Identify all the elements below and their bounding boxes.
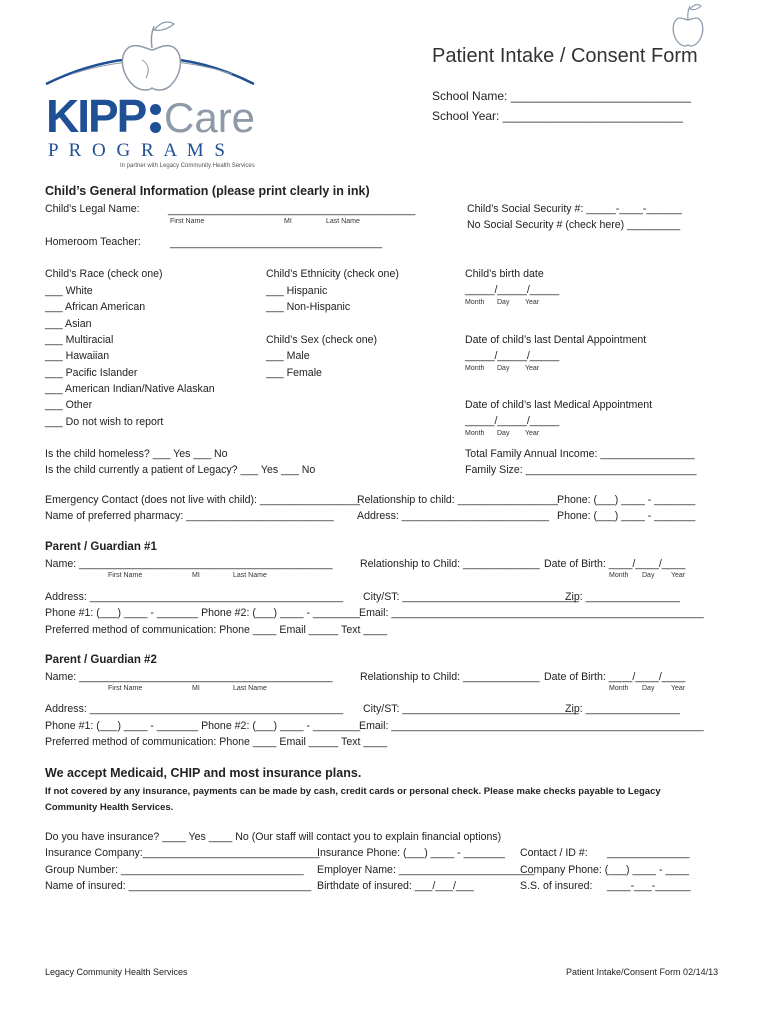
emergency-contact-field[interactable]: Emergency Contact (does not live with child): _________________: [45, 494, 361, 506]
sex-option[interactable]: ___ Male: [266, 350, 310, 362]
guardian2-contact-preference[interactable]: Preferred method of communication: Phone ____ Email _____ Text ____: [45, 736, 387, 748]
guardian1-heading: Parent / Guardian #1: [45, 541, 157, 553]
footer-left: Legacy Community Health Services: [45, 967, 188, 977]
homeless-question[interactable]: Is the child homeless? ___ Yes ___ No: [45, 448, 228, 460]
guardian1-name-field[interactable]: Name: ___________________________________________: [45, 558, 333, 570]
company-phone-field[interactable]: Company Phone: (___) ____ - ____: [520, 864, 690, 876]
school-year-field[interactable]: School Year: ___________________________: [432, 109, 683, 123]
child-legal-name-label: Child’s Legal Name:: [45, 203, 140, 215]
guardian2-relationship-field[interactable]: Relationship to Child: _____________: [360, 671, 540, 683]
sub-last-name: Last Name: [233, 685, 267, 692]
family-size-field[interactable]: Family Size: _____________________________: [465, 464, 697, 476]
race-heading: Child’s Race (check one): [45, 268, 163, 280]
sub-day: Day: [642, 572, 655, 579]
legacy-patient-question[interactable]: Is the child currently a patient of Legacy? ___ Yes ___ No: [45, 464, 316, 476]
sub-first-name: First Name: [108, 572, 143, 579]
sub-mi: MI: [192, 685, 200, 692]
insurance-note-line2: Community Health Services.: [45, 802, 174, 813]
sub-day: Day: [642, 685, 655, 692]
sub-month: Month: [609, 685, 629, 692]
sub-month: Month: [465, 365, 485, 372]
insured-ss-label: S.S. of insured:: [520, 880, 593, 892]
insured-ss-field[interactable]: ____-___-______: [607, 880, 691, 892]
sub-month: Month: [609, 572, 629, 579]
logo-care-text: Care: [164, 94, 256, 141]
guardian2-address-field[interactable]: Address: ___________________________________________: [45, 703, 344, 715]
form-title: Patient Intake / Consent Form: [432, 45, 698, 67]
guardian2-name-field[interactable]: Name: ___________________________________________: [45, 671, 333, 683]
sex-heading: Child’s Sex (check one): [266, 334, 378, 346]
guardian1-contact-preference[interactable]: Preferred method of communication: Phone ____ Email _____ Text ____: [45, 624, 387, 636]
sub-month: Month: [465, 430, 485, 437]
employer-name-field[interactable]: Employer Name: _______________________: [317, 864, 535, 876]
child-info-heading: Child’s General Information (please print clearly in ink): [45, 184, 370, 198]
sub-month: Month: [465, 299, 485, 306]
sub-day: Day: [497, 299, 510, 306]
sub-mi: MI: [192, 572, 200, 579]
pharmacy-phone-field[interactable]: Phone: (___) ____ - _______: [557, 510, 696, 522]
logo-kipp-text: KIPP: [46, 90, 146, 142]
race-option[interactable]: ___ Do not wish to report: [45, 416, 164, 428]
sub-year: Year: [525, 299, 540, 306]
sub-last-name: Last Name: [233, 572, 267, 579]
ethnicity-option[interactable]: ___ Hispanic: [266, 285, 328, 297]
race-option[interactable]: ___ White: [45, 285, 93, 297]
contact-id-field[interactable]: ______________: [607, 847, 690, 859]
birth-date-field[interactable]: _____/_____/_____: [465, 284, 560, 296]
insurance-company-field[interactable]: Insurance Company:______________________________: [45, 847, 320, 859]
guardian2-phones-field[interactable]: Phone #1: (___) ____ - _______ Phone #2: (___) ____ - ________: [45, 720, 361, 732]
race-option[interactable]: ___ Other: [45, 399, 93, 411]
insurance-note-line1: If not covered by any insurance, payments can be made by cash, credit cards or personal check. Please make checks payable to Legacy: [45, 786, 661, 797]
logo-colon-mark: [150, 104, 162, 134]
insured-name-field[interactable]: Name of insured: _______________________________: [45, 880, 312, 892]
sub-first-name: First Name: [170, 218, 205, 225]
sub-mi: MI: [284, 218, 292, 225]
dental-date-field[interactable]: _____/_____/_____: [465, 350, 560, 362]
homeroom-teacher-label: Homeroom Teacher:: [45, 236, 141, 248]
guardian1-zip-field[interactable]: Zip: ________________: [565, 591, 680, 603]
guardian2-heading: Parent / Guardian #2: [45, 654, 157, 666]
dental-date-label: Date of child’s last Dental Appointment: [465, 334, 647, 346]
sub-year: Year: [671, 685, 686, 692]
footer-right: Patient Intake/Consent Form 02/14/13: [566, 967, 719, 977]
race-option[interactable]: ___ American Indian/Native Alaskan: [45, 383, 215, 395]
logo-programs-text: P R O G R A M S: [48, 140, 228, 161]
race-option[interactable]: ___ Asian: [45, 318, 92, 330]
school-name-field[interactable]: School Name: ___________________________: [432, 89, 691, 103]
apple-arc-graphic: [42, 12, 272, 92]
sub-year: Year: [671, 572, 686, 579]
group-number-field[interactable]: Group Number: _______________________________: [45, 864, 304, 876]
emergency-phone-field[interactable]: Phone: (___) ____ - _______: [557, 494, 696, 506]
child-ssn-field[interactable]: Child’s Social Security #: _____-____-______: [467, 203, 682, 215]
insurance-heading: We accept Medicaid, CHIP and most insurance plans.: [45, 766, 362, 780]
sub-year: Year: [525, 430, 540, 437]
child-legal-name-field[interactable]: __________________________________________: [168, 204, 416, 216]
sex-option[interactable]: ___ Female: [266, 367, 322, 379]
sub-day: Day: [497, 365, 510, 372]
insured-birthdate-field[interactable]: Birthdate of insured: ___/___/___: [317, 880, 474, 892]
guardian1-address-field[interactable]: Address: ___________________________________________: [45, 591, 344, 603]
have-insurance-question[interactable]: Do you have insurance? ____ Yes ____ No (Our staff will contact you to explain financial options): [45, 831, 502, 843]
guardian1-relationship-field[interactable]: Relationship to Child: _____________: [360, 558, 540, 570]
medical-date-field[interactable]: _____/_____/_____: [465, 415, 560, 427]
contact-id-label: Contact / ID #:: [520, 847, 588, 859]
sub-year: Year: [525, 365, 540, 372]
family-income-field[interactable]: Total Family Annual Income: ________________: [465, 448, 695, 460]
homeroom-teacher-field[interactable]: ____________________________________: [170, 237, 383, 249]
insurance-phone-field[interactable]: Insurance Phone: (___) ____ - _______: [317, 847, 505, 859]
sub-last-name: Last Name: [326, 218, 360, 225]
guardian1-city-field[interactable]: City/ST: ______________________________: [363, 591, 580, 603]
medical-date-label: Date of child’s last Medical Appointment: [465, 399, 653, 411]
guardian2-email-field[interactable]: Email: _____________________________________________________: [359, 720, 704, 732]
guardian1-email-field[interactable]: Email: _____________________________________________________: [359, 607, 704, 619]
logo-partner-text: In partner with Legacy Community Health Services: [120, 163, 255, 169]
pharmacy-name-field[interactable]: Name of preferred pharmacy: _________________________: [45, 510, 334, 522]
race-option[interactable]: ___ Hawaiian: [45, 350, 110, 362]
race-option[interactable]: ___ African American: [45, 301, 146, 313]
sub-first-name: First Name: [108, 685, 143, 692]
guardian1-phones-field[interactable]: Phone #1: (___) ____ - _______ Phone #2: (___) ____ - ________: [45, 607, 361, 619]
guardian2-dob-field[interactable]: Date of Birth: ____/____/____: [544, 671, 686, 683]
apple-icon: [670, 2, 706, 48]
ethnicity-heading: Child’s Ethnicity (check one): [266, 268, 399, 280]
race-option[interactable]: ___ Pacific Islander: [45, 367, 138, 379]
guardian1-dob-field[interactable]: Date of Birth: ____/____/____: [544, 558, 686, 570]
sub-day: Day: [497, 430, 510, 437]
emergency-relationship-field[interactable]: Relationship to child: _________________: [357, 494, 558, 506]
kipp-care-logo: [42, 12, 272, 172]
guardian2-city-field[interactable]: City/ST: ______________________________: [363, 703, 580, 715]
birth-date-label: Child’s birth date: [465, 268, 544, 280]
no-ssn-checkbox[interactable]: No Social Security # (check here) _________: [467, 219, 681, 231]
pharmacy-address-field[interactable]: Address: _________________________: [357, 510, 550, 522]
ethnicity-option[interactable]: ___ Non-Hispanic: [266, 301, 351, 313]
race-option[interactable]: ___ Multiracial: [45, 334, 114, 346]
guardian2-zip-field[interactable]: Zip: ________________: [565, 703, 680, 715]
